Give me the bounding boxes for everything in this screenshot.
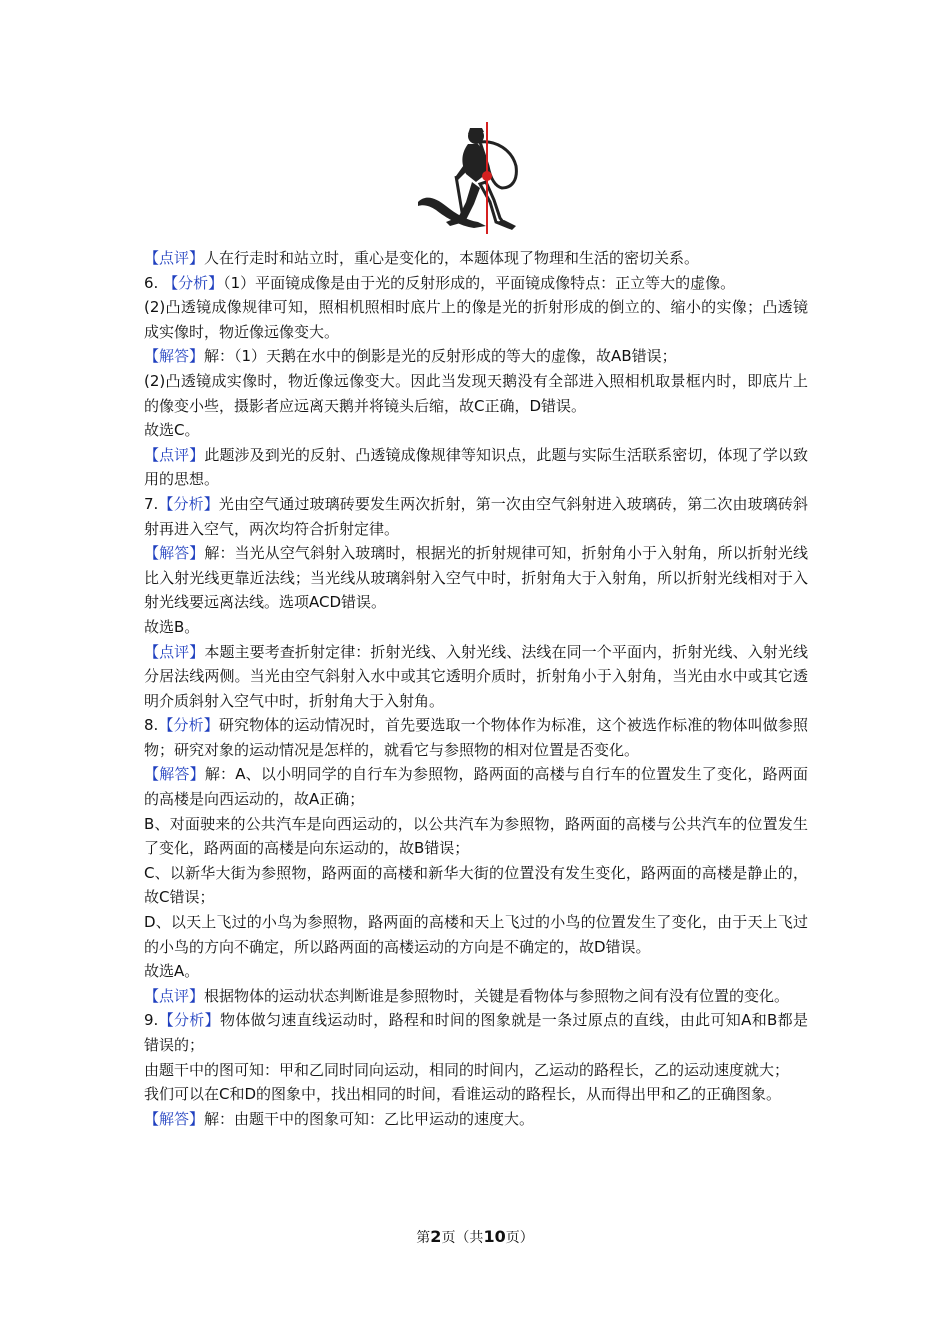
paragraph-q8-solution-b <box>144 812 808 861</box>
analysis-tag: 【分析】 <box>163 273 224 292</box>
comment-tag: 【点评】 <box>144 249 205 267</box>
paragraph-q6-analysis-2 <box>144 295 808 344</box>
paragraph-q7-analysis <box>144 492 808 541</box>
paragraph-q7-comment <box>144 640 808 714</box>
text: D、以天上飞过的小鸟为参照物，路两面的高楼和天上飞过的小鸟的位置发生了变化，由于天上飞过的小鸟的方向不确定，所以路两面的高楼运动的方向是不确定的，故D错误。 <box>144 913 808 956</box>
text: 由题干中的图可知：甲和乙同时同向运动，相同的时间内，乙运动的路程长，乙的运动速度就大； <box>144 1060 790 1079</box>
walking-person-figure <box>416 122 538 234</box>
text: 解：（1）天鹅在水中的倒影是光的反射形成的等大的虚像，故AB错误； <box>204 347 677 366</box>
comment-tag: 【点评】 <box>144 986 205 1005</box>
analysis-tag: 【分析】 <box>158 1011 220 1030</box>
answer-tag: 【解答】 <box>144 544 205 563</box>
analysis-tag: 【分析】 <box>158 716 219 735</box>
question-number: 8. <box>144 716 159 735</box>
paragraph-q6-analysis <box>144 271 808 296</box>
paragraph-q9-analysis-3 <box>144 1082 808 1107</box>
paragraph-q9-solution <box>144 1107 808 1132</box>
answer-content <box>144 246 808 1131</box>
text: 故选B。 <box>144 617 200 636</box>
text: 此题涉及到光的反射、凸透镜成像规律等知识点，此题与实际生活联系密切，体现了学以致用的思想。 <box>144 445 808 489</box>
text: 解：当光从空气斜射入玻璃时，根据光的折射规律可知，折射角小于入射角，所以折射光线比入射光线更靠近法线；当光线从玻璃斜射入空气中时，折射角大于入射角，所以折射光线相对于入射光线要远离法线。选项ACD错误。 <box>144 544 808 612</box>
paragraph-q7-solution <box>144 541 808 615</box>
paragraph-q8-analysis <box>144 713 808 762</box>
paragraph-comment-5 <box>144 246 808 271</box>
page-footer <box>0 1227 950 1247</box>
text: 研究物体的运动情况时，首先要选取一个物体作为标准，这个被选作标准的物体叫做参照物；研究对象的运动情况是怎样的，就看它与参照物的相对位置是否变化。 <box>144 716 808 759</box>
paragraph-q8-choice <box>144 959 808 984</box>
text: 故选A。 <box>144 962 200 981</box>
paragraph-q6-choice <box>144 418 808 443</box>
text: 根据物体的运动状态判断谁是参照物时，关键是看物体与参照物之间有没有位置的变化。 <box>204 986 790 1005</box>
paragraph-q8-solution-c <box>144 861 808 910</box>
text: 故选C。 <box>144 421 200 440</box>
answer-tag: 【解答】 <box>144 347 205 366</box>
answer-tag: 【解答】 <box>144 765 205 784</box>
comment-tag: 【点评】 <box>144 642 205 661</box>
paragraph-q6-solution-2 <box>144 369 808 418</box>
text: （1）平面镜成像是由于光的反射形成的，平面镜成像特点：正立等大的虚像。 <box>223 273 736 292</box>
paragraph-q9-analysis-2 <box>144 1058 808 1083</box>
text: 物体做匀速直线运动时，路程和时间的图象就是一条过原点的直线，由此可知A和B都是错误的； <box>144 1011 808 1054</box>
answer-tag: 【解答】 <box>144 1109 205 1128</box>
question-number: 6. <box>144 273 159 292</box>
question-number: 9. <box>144 1011 159 1030</box>
analysis-tag: 【分析】 <box>158 494 219 513</box>
text: (2)凸透镜成实像时，物近像远像变大。因此当发现天鹅没有全部进入照相机取景框内时，即底片上的像变小些，摄影者应远离天鹅并将镜头后缩，故C正确，D错误。 <box>144 371 808 415</box>
page-number: 2 <box>430 1227 442 1246</box>
paragraph-q8-comment <box>144 984 808 1009</box>
text: 人在行走时和站立时，重心是变化的，本题体现了物理和生活的密切关系。 <box>204 249 700 267</box>
text: 光由空气通过玻璃砖要发生两次折射，第一次由空气斜射进入玻璃砖，第二次由玻璃砖斜射再进入空气，两次均符合折射定律。 <box>144 494 808 538</box>
question-number: 7. <box>144 494 159 513</box>
walking-person-icon <box>416 122 538 234</box>
footer-suffix: 页） <box>505 1230 534 1246</box>
text: 解：由题干中的图象可知：乙比甲运动的速度大。 <box>204 1109 535 1128</box>
footer-middle: 页（共 <box>441 1230 484 1246</box>
text: C、以新华大街为参照物，路两面的高楼和新华大街的位置没有发生变化，路两面的高楼是静止的，故C错误； <box>144 863 808 907</box>
total-pages: 10 <box>483 1227 506 1246</box>
footer-prefix: 第 <box>416 1230 431 1246</box>
paragraph-q8-solution-d <box>144 910 808 959</box>
paragraph-q6-comment <box>144 443 808 492</box>
text: B、对面驶来的公共汽车是向西运动的，以公共汽车为参照物，路两面的高楼与公共汽车的位置发生了变化，路两面的高楼是向东运动的，故B错误； <box>144 814 808 858</box>
text: 解：A、以小明同学的自行车为参照物，路两面的高楼与自行车的位置发生了变化，路两面的高楼是向西运动的，故A正确； <box>144 765 808 809</box>
paragraph-q6-solution <box>144 344 808 369</box>
text: 我们可以在C和D的图象中，找出相同的时间，看谁运动的路程长，从而得出甲和乙的正确图象。 <box>144 1085 782 1104</box>
paragraph-q9-analysis <box>144 1008 808 1057</box>
paragraph-q7-choice <box>144 615 808 640</box>
text: 本题主要考查折射定律：折射光线、入射光线、法线在同一个平面内，折射光线、入射光线分居法线两侧。当光由空气斜射入水中或其它透明介质时，折射角小于入射角，当光由水中或其它透明介质斜射入空气中时，折射角大于入射角。 <box>144 642 808 710</box>
comment-tag: 【点评】 <box>144 445 205 464</box>
paragraph-q8-solution-a <box>144 762 808 811</box>
text: (2)凸透镜成像规律可知，照相机照相时底片上的像是光的折射形成的倒立的、缩小的实像；凸透镜成实像时，物近像远像变大。 <box>144 298 808 341</box>
